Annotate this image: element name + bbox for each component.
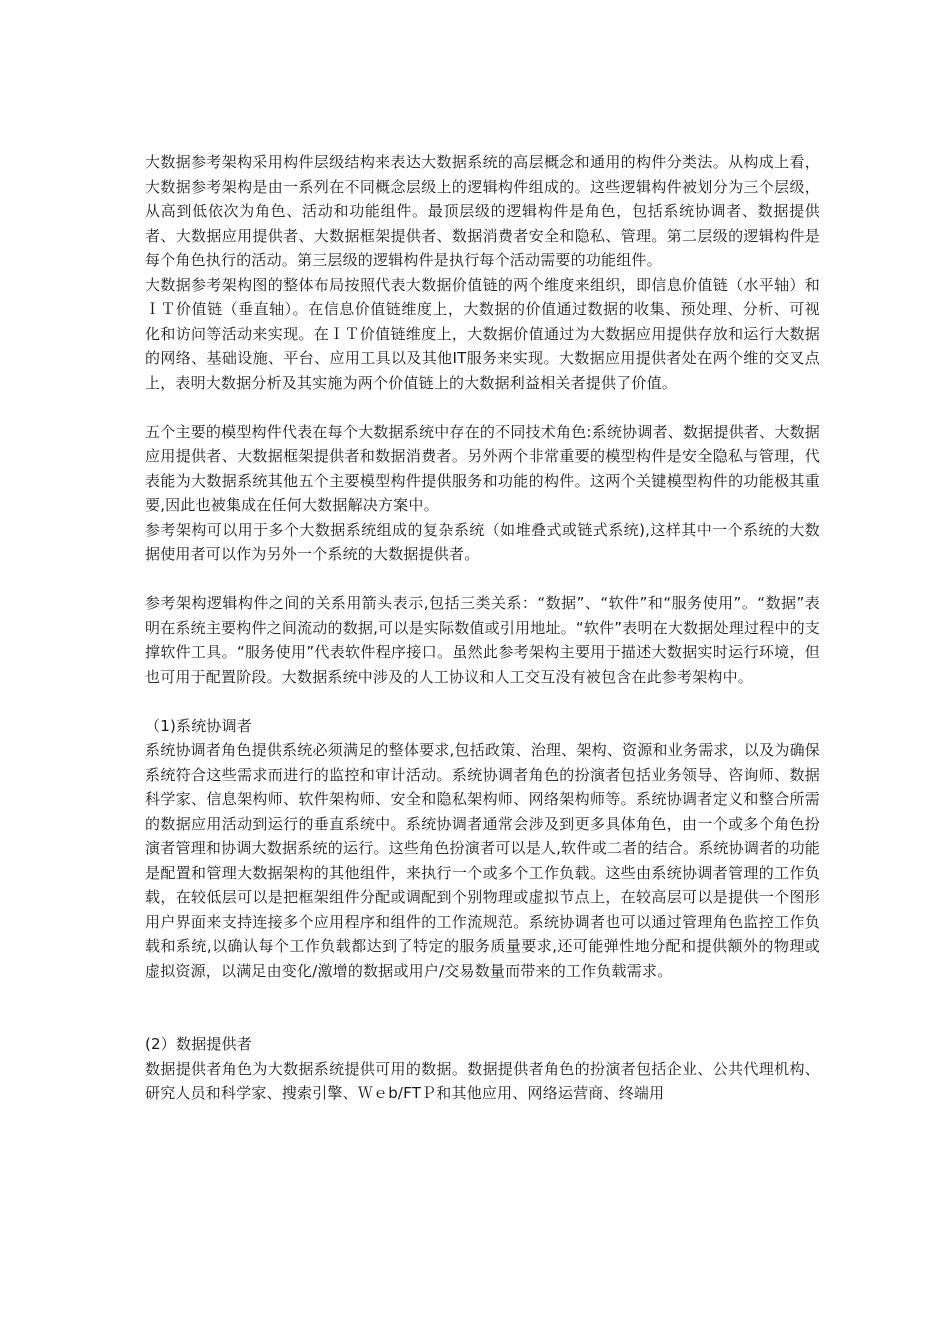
paragraph-composite-systems: 参考架构可以用于多个大数据系统组成的复杂系统（如堆叠式或链式系统),这样其中一个系统的大数据使用者可以作为另外一个系统的大数据提供者。 [145, 520, 820, 563]
paragraph-model-components: 五个主要的模型构件代表在每个大数据系统中存在的不同技术角色:系统协调者、数据提供者、大数据应用提供者、大数据框架提供者和数据消费者。另外两个非常重要的模型构件是安全隐私与管理，代表能为大数据系统其他五个主要模型构件提供服务和功能的构件。这两个关键模型构件的功能极其重要,因此也被集成在任何大数据解决方案中。 [145, 422, 820, 514]
paragraph-system-orchestrator: 系统协调者角色提供系统必须满足的整体要求,包括政策、治理、架构、资源和业务需求，以及为确保系统符合这些需求而进行的监控和审计活动。系统协调者角色的扮演者包括业务领导、咨询师、数据科学家、信息架构师、软件架构师、安全和隐私架构师、网络架构师等。系统协调者定义和整合所需的数据应用活动到运行的垂直系统中。系统协调者通常会涉及到更多具体角色，由一个或多个角色扮演者管理和协调大数据系统的运行。这些角色扮演者可以是人,软件或二者的结合。系统协调者的功能是配置和管理大数据架构的其他组件，来执行一个或多个工作负载。这些由系统协调者管理的工作负载，在较低层可以是把框架组件分配或调配到个别物理或虚拟节点上，在较高层可以是提供一个图形用户界面来支持连接多个应用程序和组件的工作流规范。系统协调者也可以通过管理角色监控工作负载和系统,以确认每个工作负载都达到了特定的服务质量要求,还可能弹性地分配和提供额外的物理或虚拟资源，以满足由变化/激增的数据或用户/交易数量而带来的工作负载需求。 [145, 741, 820, 980]
section-heading-system-orchestrator: （1)系统协调者 [145, 716, 252, 735]
paragraph-value-chain-layout: 大数据参考架构图的整体布局按照代表大数据价值链的两个维度来组织，即信息价值链（水平轴）和ＩＴ价值链（垂直轴）。在信息价值链维度上，大数据的价值通过数据的收集、预处理、分析、可视化和访问等活动来实现。在ＩＴ价值链维度上，大数据价值通过为大数据应用提供存放和运行大数据的网络、基础设施、平台、应用工具以及其他IT服务来实现。大数据应用提供者处在两个维的交叉点上，表明大数据分析及其实施为两个价值链上的大数据利益相关者提供了价值。 [145, 275, 820, 392]
section-heading-data-provider: (2）数据提供者 [145, 1035, 252, 1053]
document-page [145, 150, 820, 1106]
paragraph-architecture-overview: 大数据参考架构采用构件层级结构来表达大数据系统的高层概念和通用的构件分类法。从构成上看，大数据参考架构是由一系列在不同概念层级上的逻辑构件组成的。这些逻辑构件被划分为三个层级，从高到低依次为角色、活动和功能组件。最顶层级的逻辑构件是角色，包括系统协调者、数据提供者、大数据应用提供者、大数据框架提供者、数据消费者安全和隐私、管理。第二层级的逻辑构件是每个角色执行的活动。第三层级的逻辑构件是执行每个活动需要的功能组件。 [145, 153, 820, 269]
paragraph-spacer [145, 395, 820, 420]
paragraph-spacer [145, 983, 820, 1032]
paragraph-relationships: 参考架构逻辑构件之间的关系用箭头表示,包括三类关系：“数据”、“软件”和“服务使用”。“数据”表明在系统主要构件之间流动的数据,可以是实际数值或引用地址。“软件”表明在大数据处理过程中的支撑软件工具。“服务使用”代表软件程序接口。虽然此参考架构主要用于描述大数据实时运行环境，但也可用于配置阶段。大数据系统中涉及的人工协议和人工交互没有被包含在此参考架构中。 [145, 594, 820, 686]
paragraph-spacer [145, 689, 820, 714]
paragraph-data-provider: 数据提供者角色为大数据系统提供可用的数据。数据提供者角色的扮演者包括企业、公共代理机构、研究人员和科学家、搜索引擎、Ｗｅb/FTＰ和其他应用、网络运营商、终端用 [145, 1059, 820, 1102]
paragraph-spacer [145, 567, 820, 592]
